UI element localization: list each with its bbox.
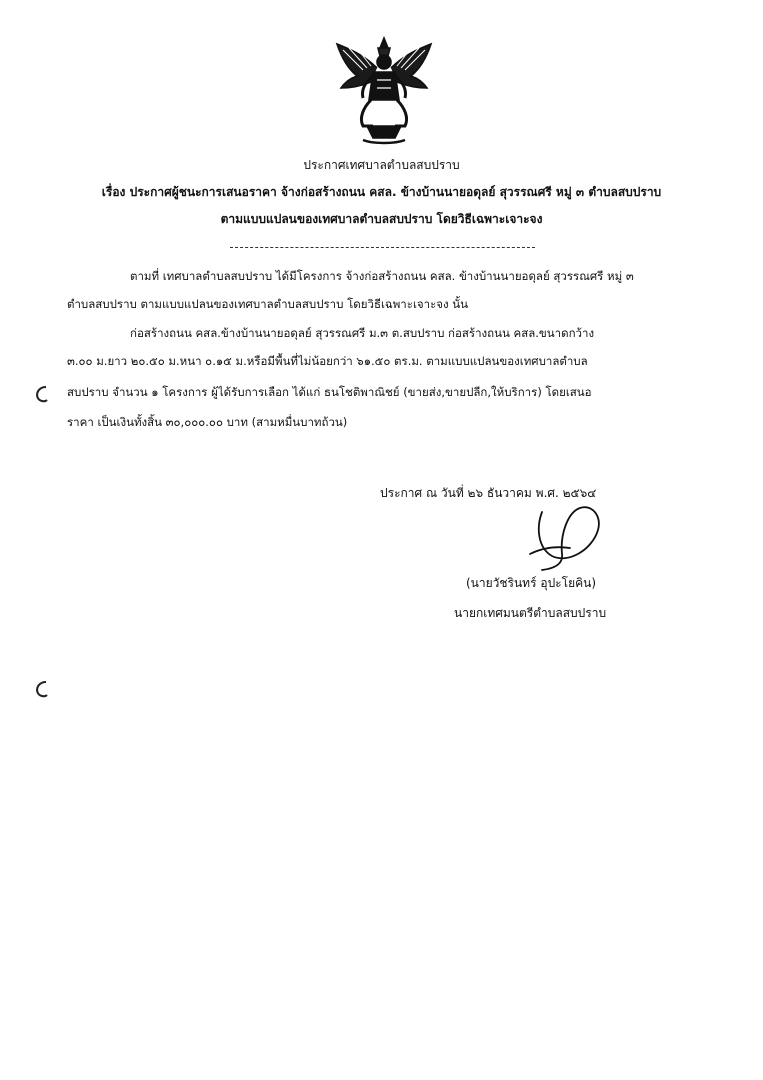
subject-line: เรื่อง ประกาศผู้ชนะการเสนอราคา จ้างก่อสร้างถนน คสล. ข้างบ้านนายอดุลย์ สุวรรณศรี หมู่ ๓ ตำบลสบปราบ [101, 185, 662, 199]
handwritten-signature [512, 498, 612, 578]
punch-hole-mark-icon [30, 678, 52, 700]
announcement-heading: ประกาศเทศบาลตำบลสบปราบ [303, 158, 460, 172]
body-paragraph-line: ราคา เป็นเงินทั้งสิ้น ๓๐,๐๐๐.๐๐ บาท (สามหมื่นบาทถ้วน) [67, 415, 348, 429]
body-paragraph-line: ตามที่ เทศบาลตำบลสบปราบ ได้มีโครงการ จ้างก่อสร้างถนน คสล. ข้างบ้านนายอดุลย์ สุวรรณศรี หมู่ ๓ [130, 269, 634, 283]
body-paragraph-line: สบปราบ จำนวน ๑ โครงการ ผู้ได้รับการเลือก ได้แก่ ธนโชติพาณิชย์ (ขายส่ง,ขายปลีก,ให้บริการ) โดยเสนอ [67, 385, 592, 399]
separator-rule [230, 247, 535, 248]
signer-name: (นายวัชรินทร์ อุปะโยคิน) [466, 576, 597, 590]
signer-title: นายกเทศมนตรีตำบลสบปราบ [454, 606, 607, 620]
garuda-emblem-icon [333, 34, 435, 148]
punch-hole-mark-icon [30, 383, 52, 405]
body-paragraph-line: ตำบลสบปราบ ตามแบบแปลนของเทศบาลตำบลสบปราบ โดยวิธีเฉพาะเจาะจง นั้น [67, 297, 468, 311]
announcement-date: ประกาศ ณ วันที่ ๒๖ ธันวาคม พ.ศ. ๒๕๖๔ [380, 486, 597, 500]
body-paragraph-line: ๓.๐๐ ม.ยาว ๒๐.๕๐ ม.หนา ๐.๑๕ ม.หรือมีพื้นที่ไม่น้อยกว่า ๖๑.๕๐ ตร.ม. ตามแบบแปลนของเทศบาลตำบล [67, 354, 588, 368]
body-paragraph-line: ก่อสร้างถนน คสล.ข้างบ้านนายอดุลย์ สุวรรณศรี ม.๓ ต.สบปราบ ก่อสร้างถนน คสล.ขนาดกว้าง [130, 326, 595, 340]
subject-line-continued: ตามแบบแปลนของเทศบาลตำบลสบปราบ โดยวิธีเฉพาะเจาะจง [220, 212, 543, 226]
